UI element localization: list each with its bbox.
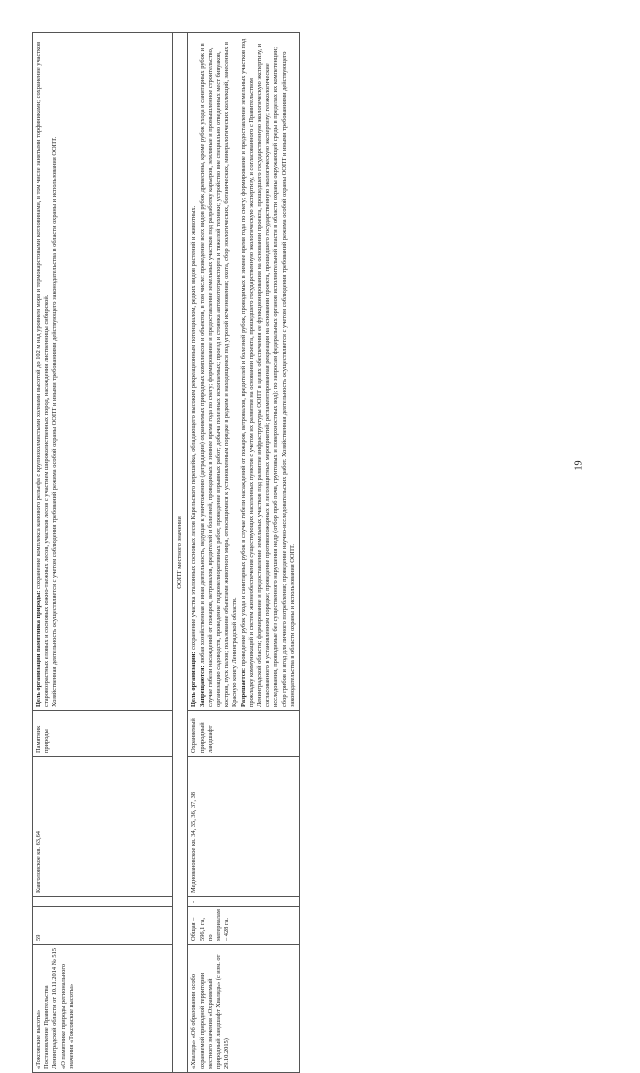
area-cell: 59 [33,907,173,945]
allowed-label: Разрешается: [239,667,247,707]
category-cell: Охраняемый природный ландшафт [188,711,299,757]
oopt-name-cell [33,945,173,1073]
goal-label: Цель организации памятника природы: [35,590,42,707]
oopt-decree: Постановление Правительства Ленинградской области от 10.11.2014 № 515 «О памятнике природы регионального значения «Токсовские высоты» [43,948,75,1069]
goal-text: сохранение комплекса камового рельефа с крупнохолмистыми холмами высотой до 102 м над уровнем моря и термокарстовыми котловинами, в том числе занятыми торфяниками; сохранение участков старовозрастных еловых и сосновых южно-таежных лесов, участков лесов с участием широколиственных пород, насаждения лиственницы сибирской. [35,41,51,707]
rotated-page [32,33,582,1073]
forbidden-text: любая хозяйственная и иная деятельность, ведущая к уничтожению (деградации) охраняемых природных комплексов и объектов, в том числе: проведение всех видов рубок древесины, кроме рубок ухода и санитарных рубок и в случае гибели насаждений от пожаров, ветровалов, вредителей и болезней, проводимых в зимнее время года по снегу; формирование и предоставление земельных участков под разработку карьеров, земляные и промышленное строительство, организацию садоводств, проведение гидромелиоративных работ, проведение взрывных работ; добыча полезных ископаемых; проезд и стоянка автомототранспорта и тяжелой техники; устройство вне специально отведенных мест бивуаков, костров, пуск палов; пользование объектами животного мира, относящимися к установленным порядке в редким и находящимся под угрозой исчезновения; охота, сбор зоологических, ботанических, минералогических коллекций, занесенных в Красную книгу Ленинградской области. [198,41,239,707]
forestry-cell: Медновановское кв. 34, 35, 36, 37, 38 [188,757,299,897]
oopt-name: «Токсовские высоты» [35,1009,42,1069]
goal-text: сохранение участка эталонных сосновых лесов Карельского перешейка, обладающего высоким рекреационным потенциалом, редких видов растений и животных. [190,205,198,652]
section-row [173,33,188,1073]
table-row [188,33,299,1073]
oopt-name-cell: «Хвалядь» «Об образовании особо охраняемой природной территории местного значения «Охраняемый природный ландшафт Хвалядь» (с изм. от 29.10.2015) [188,945,299,1073]
dash-cell: - [188,897,299,907]
area-cell: Общая – 596,1 га, по материалам – 428 га. [188,907,299,945]
forbidden-label: Запрещаются: [198,665,206,707]
category-cell: Памятник природы [33,711,173,757]
goal-label: Цель организации: [190,651,198,707]
section-title: ООПТ местного значения [173,33,188,1073]
dash-cell [33,897,173,907]
activity-text: Хозяйственная деятельность осуществляется с учетом соблюдения требований режима особой охраны ООПТ и иными требованиями действующего законодательства в области охраны и использования ООПТ. [51,136,59,707]
table-row [33,33,173,1073]
regime-cell [188,33,299,711]
page-number: 19 [573,460,585,471]
allowed-text: проведение рубок ухода и санитарных рубок в случае гибели насаждений от пожаров, ветровалов, вредителей и болезней рубок, проводимых в зимнее время года по снегу; формирование и предоставление земельных участков под прокладку коммуникаций и систем жизнеобеспечения существующих населенных пунктов с учетом их развития на основании проекта, прошедшего государственную экологическую экспертизу, и согласованного с Правительством Ленинградской области; формирование и предоставление земельных участков под развитие инфраструктуры ООПТ в целях обеспечения ее функционирования на основании проекта, прошедшего государственную экологическую экспертизу, и согласованного в установленном порядке; проведение противопожарных и лесозащитных мероприятий; регламентированная рекреация на основании проекта, прошедшего государственную экологическую экспертизу; геоэкологические исследования, проводимые без существенного нарушения недр (отбор проб почв, грунтовых и поверхностных вод); по запросам федеральных органов исполнительной власти в области охраны окружающей среды в пределах их компетенции; сбор грибов и ягод для личного потребления; проведение научно-исследовательских работ. Хозяйственная деятельность осуществляется с учетом соблюдения требований режима особой охраны ООПТ и иными требованиями действующего законодательства в области охраны и использования ООПТ. [239,38,296,707]
oopt-table [32,32,300,1073]
regime-cell [33,33,173,711]
forestry-cell: Кавголовское кв. 63,64 [33,757,173,897]
